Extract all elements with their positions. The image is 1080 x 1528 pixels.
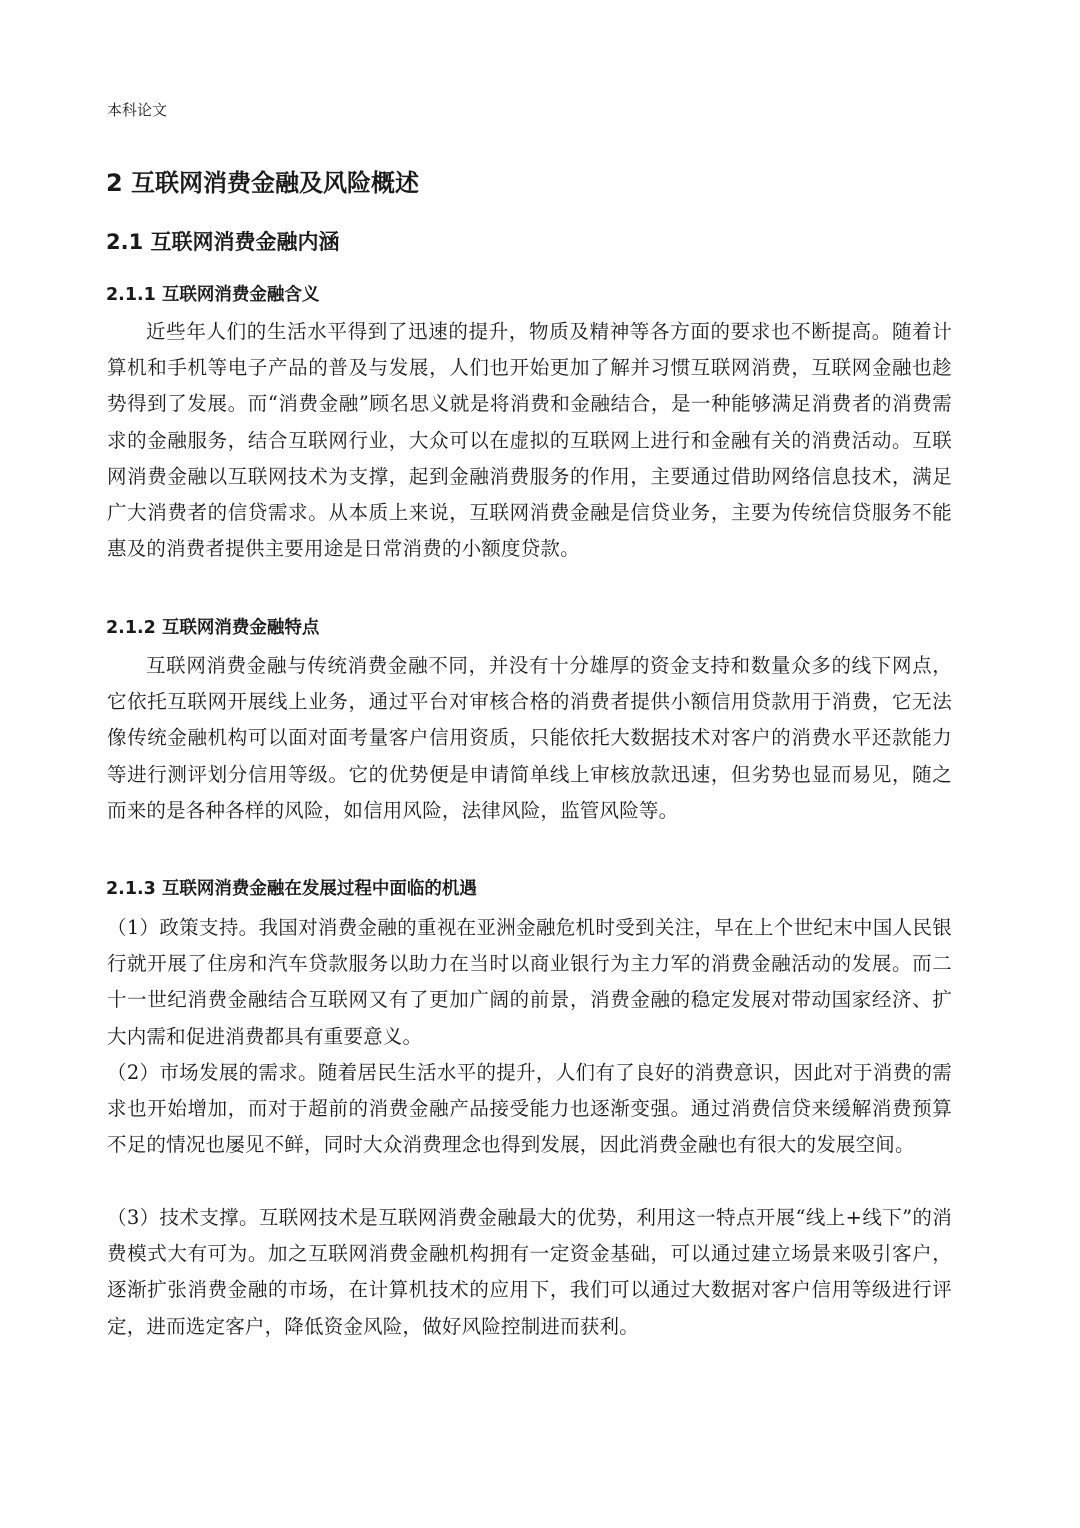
subsection-title-2-1-3: 2.1.3 互联网消费金融在发展过程中面临的机遇 (106, 879, 477, 899)
section-title: 2.1 互联网消费金融内涵 (106, 230, 340, 254)
running-header: 本科论文 (107, 101, 168, 119)
chapter-title: 2 互联网消费金融及风险概述 (106, 169, 420, 197)
paragraph-2-1-2: 互联网消费金融与传统消费金融不同，并没有十分雄厚的资金支持和数量众多的线下网点，它依托互联网开展线上业务，通过平台对审核合格的消费者提供小额信用贷款用于消费，它无法像传统金融机构可以面对面考量客户信用资质，只能依托大数据技术对客户的消费水平还款能力等进行测评划分信用等级。它的优势便是申请简单线上审核放款迅速，但劣势也显而易见，随之而来的是各种各样的风险，如信用风险，法律风险，监管风险等。 (107, 654, 952, 822)
subsection-title-2-1-2: 2.1.2 互联网消费金融特点 (106, 618, 320, 638)
list-item-3: （3）技术支撑。互联网技术是互联网消费金融最大的优势，利用这一特点开展“线上+线下”的消费模式大有可为。加之互联网消费金融机构拥有一定资金基础，可以通过建立场景来吸引客户，逐渐扩张消费金融的市场，在计算机技术的应用下，我们可以通过大数据对客户信用等级进行评定，进而选定客户，降低资金风险，做好风险控制进而获利。 (107, 1206, 952, 1338)
paragraph-2-1-1: 近些年人们的生活水平得到了迅速的提升，物质及精神等各方面的要求也不断提高。随着计算机和手机等电子产品的普及与发展，人们也开始更加了解并习惯互联网消费，互联网金融也趁势得到了发展。而“消费金融”顾名思义就是将消费和金融结合，是一种能够满足消费者的消费需求的金融服务，结合互联网行业，大众可以在虚拟的互联网上进行和金融有关的消费活动。互联网消费金融以互联网技术为支撑，起到金融消费服务的作用，主要通过借助网络信息技术，满足广大消费者的信贷需求。从本质上来说，互联网消费金融是信贷业务，主要为传统信贷服务不能惠及的消费者提供主要用途是日常消费的小额度贷款。 (107, 320, 952, 561)
list-item-1: （1）政策支持。我国对消费金融的重视在亚洲金融危机时受到关注，早在上个世纪末中国人民银行就开展了住房和汽车贷款服务以助力在当时以商业银行为主力军的消费金融活动的发展。而二十一世纪消费金融结合互联网又有了更加广阔的前景，消费金融的稳定发展对带动国家经济、扩大内需和促进消费都具有重要意义。 (107, 916, 952, 1048)
list-item-2: （2）市场发展的需求。随着居民生活水平的提升，人们有了良好的消费意识，因此对于消费的需求也开始增加，而对于超前的消费金融产品接受能力也逐渐变强。通过消费信贷来缓解消费预算不足的情况也屡见不鲜，同时大众消费理念也得到发展，因此消费金融也有很大的发展空间。 (107, 1061, 952, 1157)
subsection-title-2-1-1: 2.1.1 互联网消费金融含义 (106, 285, 320, 305)
